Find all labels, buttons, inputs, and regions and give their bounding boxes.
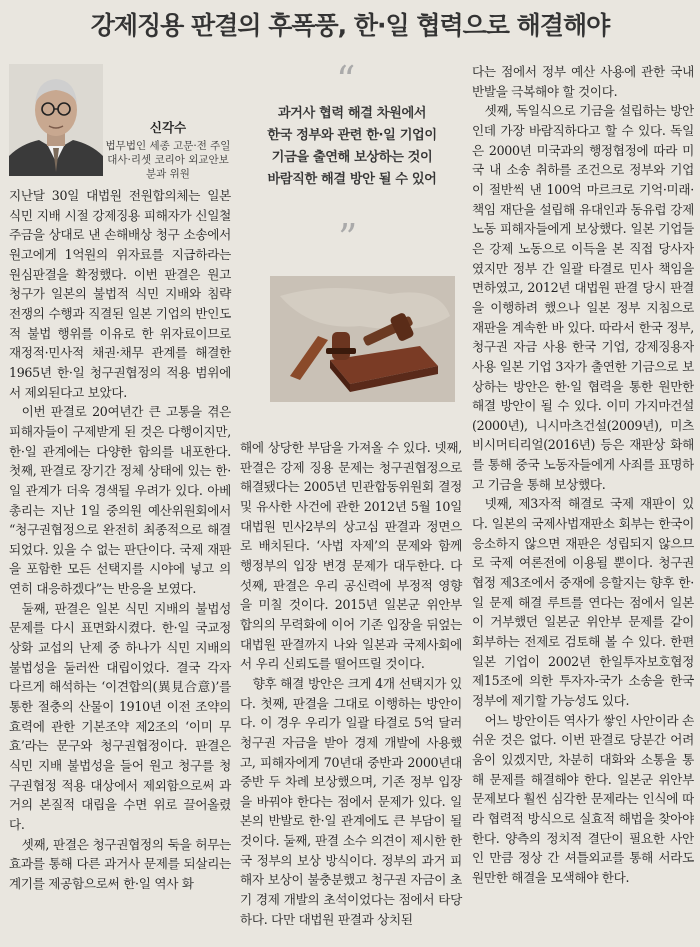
article-column-3	[472, 62, 694, 942]
article-column-2	[240, 438, 462, 929]
author-name: 신각수	[149, 120, 187, 135]
paragraph: 어느 방안이든 역사가 쌓인 사안이라 손쉬운 것은 없다. 이번 판결로 당분간 어려움이 있겠지만, 차분히 대화와 소통을 통해 문제를 해결해야 한다. 일본군 위안부 문제보다 훨씬 심각한 문제라는 인식에 따라 협력적 방식으로 실효적 해법을 찾아야 한다. 양측의 정치적 결단이 필요한 사안인 만큼 정상 간 셔틀외교를 통해 서라도 원만한 해결을 모색해야 한다.	[472, 712, 694, 885]
paragraph: 다는 점에서 정부 예산 사용에 관한 국내 반발을 극복해야 할 것이다.	[472, 64, 694, 99]
paragraph: 셋째, 독일식으로 기금을 설립하는 방안인데 가장 바람직하다고 할 수 있다. 독일은 2000년 미국과의 행정협정에 따라 미국 내 소송 취하를 조건으로 정부와 기업이 절반씩 낸 100억 마르크로 기억·미래·책임 재단을 설립해 유대인과 동유럽 강제 노동 피해자들에게 보상했다. 일본 기업들은 강제 노동으로 이득을 본 직접 당사자였지만 정부 간 일괄 타결로 민사 책임을 면하였고, 2012년 대법원 판결 당시 판결을 이행하려 했으나 일본 정부 지침으로 재판을 계속한 바 있다. 따라서 한국 정부, 청구권 자금 사용 한국 기업, 강제징용자 사용 일본 기업 3자가 출연한 기금으로 보상하는 방안은 한·일 협력을 통한 원만한 해결 방안이 될 수 있다. 이미 가지마건설(2000년), 니시마츠건설(2009년), 미츠비시머티리얼(2016년) 등은 재판상 화해를 통해 중국 노동자들에게 사죄를 표명하고 기금을 통해 보상했다.	[472, 103, 694, 492]
paragraph: 향후 해결 방안은 크게 4개 선택지가 있다. 첫째, 판결을 그대로 이행하는 방안이다. 이 경우 우리가 일괄 타결로 5억 달러 청구권 자금을 받아 경제 개발에 사용했고, 피해자에게 70년대 중반과 2000년대 중반 두 차례 보상했으며, 기존 정부 입장을 바꿔야 한다는 점에서 문제가 있다. 일본의 반발로 한·일 관계에도 큰 부담이 될 것이다. 둘째, 판결 소수 의견이 제시한 한국 정부의 보상 방식이다. 정부의 과거 피해자 보상이 불충분했고 청구권 자금이 초기 경제 개발의 초석이었다는 점에서 타당하다. 다만 대법원 판결과 상치된	[240, 675, 462, 927]
paragraph: 둘째, 판결은 일본 식민 지배의 불법성 문제를 다시 표면화시켰다. 한·일 국교정상화 교섭의 난제 중 하나가 식민 지배의 불법성을 둘러싼 대립이었다. 결국 각자 다르게 해석하는 ‘이견합의(異見合意)’를 통한 절충의 산물이 1910년 이전 조약의 효력에 관한 기본조약 제2조의 ‘이미 무효’라는 문구와 청구권협정이다. 판결은 식민 지배 불법성을 들어 원고 청구를 청구권협정 적용 대상에서 제외함으로써 과거의 본질적 대립을 수면 위로 끌어올렸다.	[9, 600, 231, 832]
paragraph: 이번 판결로 20여년간 큰 고통을 겪은 피해자들이 구제받게 된 것은 다행이지만, 한·일 관계에는 다양한 함의를 내포한다. 첫째, 판결로 장기간 정체 상태에 있는 한·일 관계가 더욱 경색될 우려가 있다. 아베 총리는 지난 1일 중의원 예산위원회에서 “청구권협정으로 완전히 최종적으로 해결되었다. 있을 수 없는 판단이다. 국제 재판을 포함한 모든 선택지를 시야에 넣고 의연히 대응하겠다”는 반응을 보였다.	[9, 404, 231, 597]
author-title-line: 분과 위원	[146, 168, 190, 180]
close-quote-icon: ”	[338, 216, 358, 260]
headline: 강제징용 판결의 후폭풍, 한·일 협력으로 해결해야	[90, 11, 610, 40]
paragraph: 셋째, 판결은 청구권협정의 둑을 허무는 효과를 통해 다른 과거사 문제를 되살리는 계기를 제공함으로써 한·일 역사 화	[9, 836, 231, 891]
pull-quote-line: 바람직한 해결 방안 될 수 있어	[267, 172, 437, 187]
paragraph: 넷째, 제3자적 해결로 국제 재판이 있다. 일본의 국제사법재판소 회부는 한국이 응소하지 않으면 재판은 성립되지 않으므로 국제 여론전에 이용될 뿐이다. 청구권협정 제3조에서 중재에 응할지는 향후 한·일 문제 해결 루트를 연다는 점에서 일본이 거부했던 일본군 위안부 문제를 같이 회부하는 전제로 검토해 볼 수 있다. 한편 일본 기업이 2002년 한일투자보호협정 제15조에 의한 투자자-국가 소송을 한국 정부에 제기할 가능성도 있다.	[472, 496, 694, 708]
paragraph: 해에 상당한 부담을 가져올 수 있다. 넷째, 판결은 강제 징용 문제는 청구권협정으로 해결됐다는 2005년 민관합동위원회 결정 및 유사한 사건에 관한 2012년 5월 10일 대법원 민사2부의 상고심 판결과 정면으로 배치된다. ‘사법 자제’의 문제와 함께 행정부의 입장 변경 문제가 대두한다. 다섯째, 판결은 우리 공신력에 부정적 영향을 미칠 것이다. 2015년 일본군 위안부 합의의 무력화에 이어 기존 입장을 뒤엎는 대법원 판결까지 나와 일본과 국제사회에서 우리 신뢰도를 떨어뜨릴 것이다.	[240, 440, 462, 672]
open-quote-icon: “	[336, 58, 356, 102]
gavel-illustration	[270, 276, 455, 402]
paragraph: 지난달 30일 대법원 전원합의체는 일본 식민 지배 시절 강제징용 피해자가 신일철주금을 상대로 낸 손해배상 청구 소송에서 원고에게 1억원의 위자료를 지급하라는 원심판결을 확정했다. 이번 판결은 원고 청구가 일본의 불법적 식민 지배와 침략 전쟁의 수행과 직결된 일본 기업의 반인도적 불법 행위를 이유로 한 위자료이므로 재정적·민사적 채권·채무 관계를 해결한 1965년 한·일 청구권협정의 적용 범위에서 제외된다고 보았다.	[9, 188, 231, 400]
pull-quote	[247, 103, 457, 191]
pull-quote-line: 한국 정부와 관련 한·일 기업이	[267, 128, 437, 143]
author-byline	[104, 118, 232, 181]
author-title-line: 대사·리셋 코리아 외교안보	[107, 154, 229, 166]
author-portrait	[9, 64, 103, 176]
pull-quote-line: 과거사 협력 해결 차원에서	[277, 106, 427, 121]
pull-quote-line: 기금을 출연해 보상하는 것이	[271, 150, 433, 165]
article-column-1	[9, 186, 231, 894]
author-title-line: 법무법인 세종 고문·전 주일	[105, 140, 231, 152]
author-title	[104, 139, 232, 181]
